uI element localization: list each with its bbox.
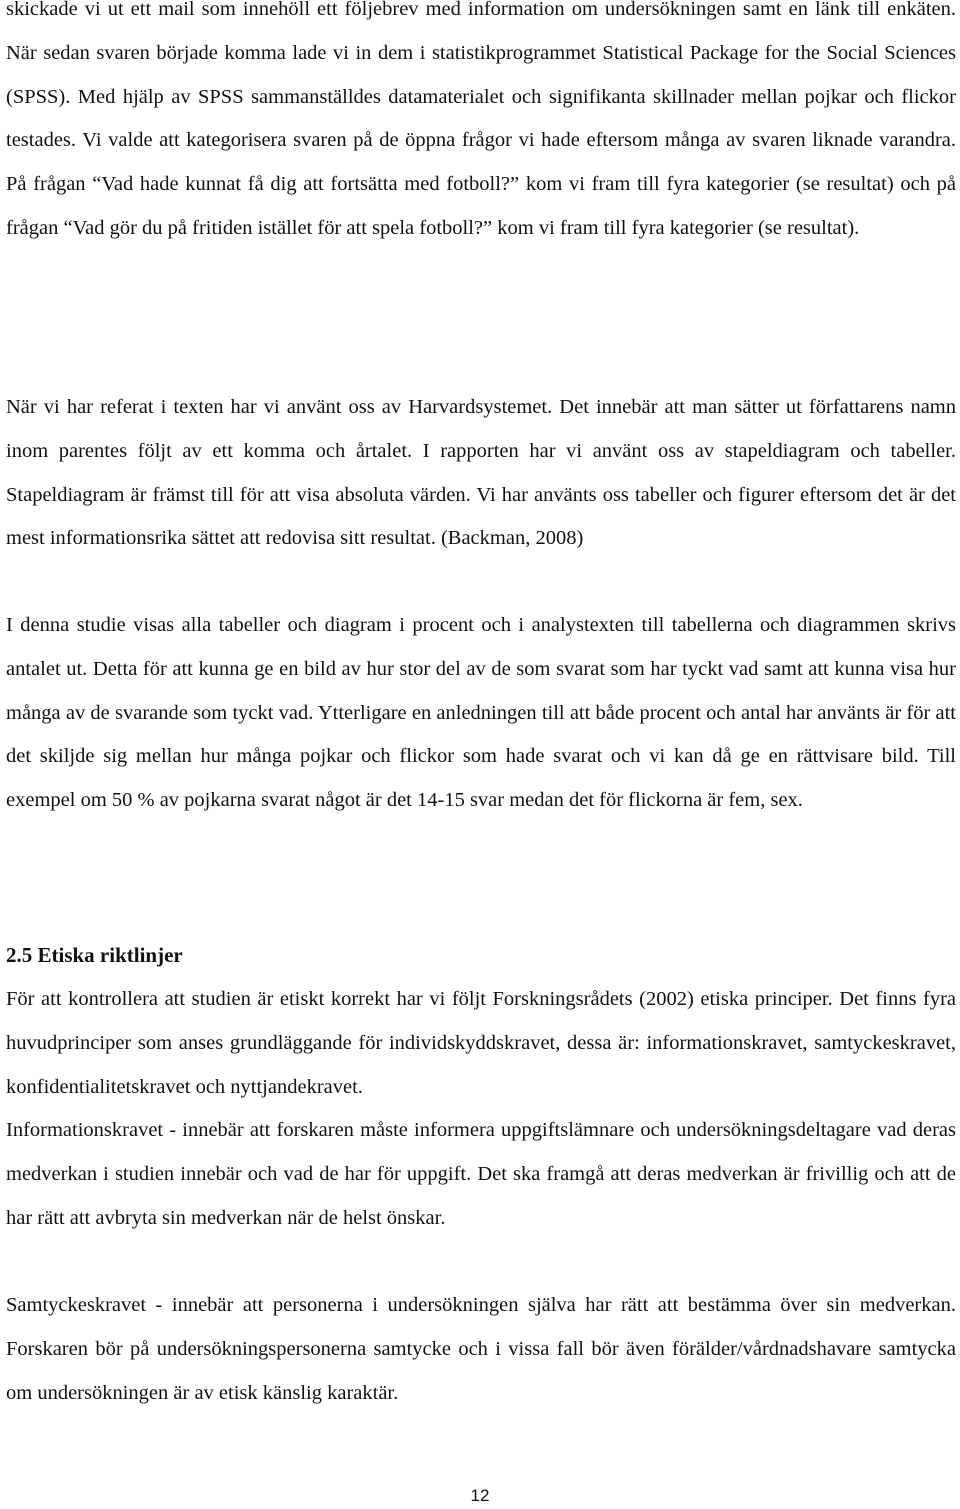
paragraph-method-spss: skickade vi ut ett mail som innehöll ett följebrev med information om undersökningen samt en länk till enkäten. När sedan svaren började komma lade vi in dem i statistikprogrammet Statistical Package for the Social Sciences (SPSS). Med hjälp av SPSS sammanställdes datamaterialet och signifikanta skillnader mellan pojkar och flickor testades. Vi valde att kategorisera svaren på de öppna frågor vi hade eftersom många av svaren liknade varandra. På frågan “Vad hade kunnat få dig att fortsätta med fotboll?” kom vi fram till fyra kategorier (se resultat) och på frågan “Vad gör du på fritiden istället för att spela fotboll?” kom vi fram till fyra kategorier (se resultat).: [6, 0, 956, 239]
paragraph-information-requirement: Informationskravet - innebär att forskaren måste informera uppgiftslämnare och undersökningsdeltagare vad deras medverkan i studien innebär och vad de har för uppgift. Det ska framgå att deras medverkan är frivillig och att de har rätt att avbryta sin medverkan när de helst önskar.: [6, 1119, 956, 1229]
paragraph-consent-requirement: Samtyckeskravet - innebär att personerna i undersökningen själva har rätt att bestämma över sin medverkan. Forskaren bör på undersökningspersonerna samtycke och i vissa fall bör även förälder/vårdnadshavare samtycka om undersökningen är av etisk känslig karaktär.: [6, 1294, 956, 1404]
paragraph-harvard-system: När vi har referat i texten har vi använt oss av Harvardsystemet. Det innebär att man sätter ut författarens namn inom parentes följt av ett komma och årtalet. I rapporten har vi använt oss av stapeldiagram och tabeller. Stapeldiagram är främst till för att visa absoluta värden. Vi har använts oss tabeller och figurer eftersom det är det mest informationsrika sättet att redovisa sitt resultat. (Backman, 2008): [6, 396, 956, 550]
section-heading-ethics: 2.5 Etiska riktlinjer: [6, 943, 183, 967]
page-number: 12: [470, 1486, 490, 1505]
paragraph-ethics-intro: För att kontrollera att studien är etiskt korrekt har vi följt Forskningsrådets (2002) etiska principer. Det finns fyra huvudprinciper som anses grundläggande för individskyddskravet, dessa är: informationskravet, samtyckeskravet, konfidentialitetskravet och nyttjandekravet.: [6, 988, 956, 1098]
paragraph-percent-presentation: I denna studie visas alla tabeller och diagram i procent och i analystexten till tabellerna och diagrammen skrivs antalet ut. Detta för att kunna ge en bild av hur stor del av de som svarat som har tyckt vad samt att kunna visa hur många av de svarande som tyckt vad. Ytterligare en anledningen till att både procent och antal har använts är för att det skiljde sig mellan hur många pojkar och flickor som hade svarat och vi kan då ge en rättvisare bild. Till exempel om 50 % av pojkarna svarat något är det 14-15 svar medan det för flickorna är fem, sex.: [6, 614, 956, 812]
